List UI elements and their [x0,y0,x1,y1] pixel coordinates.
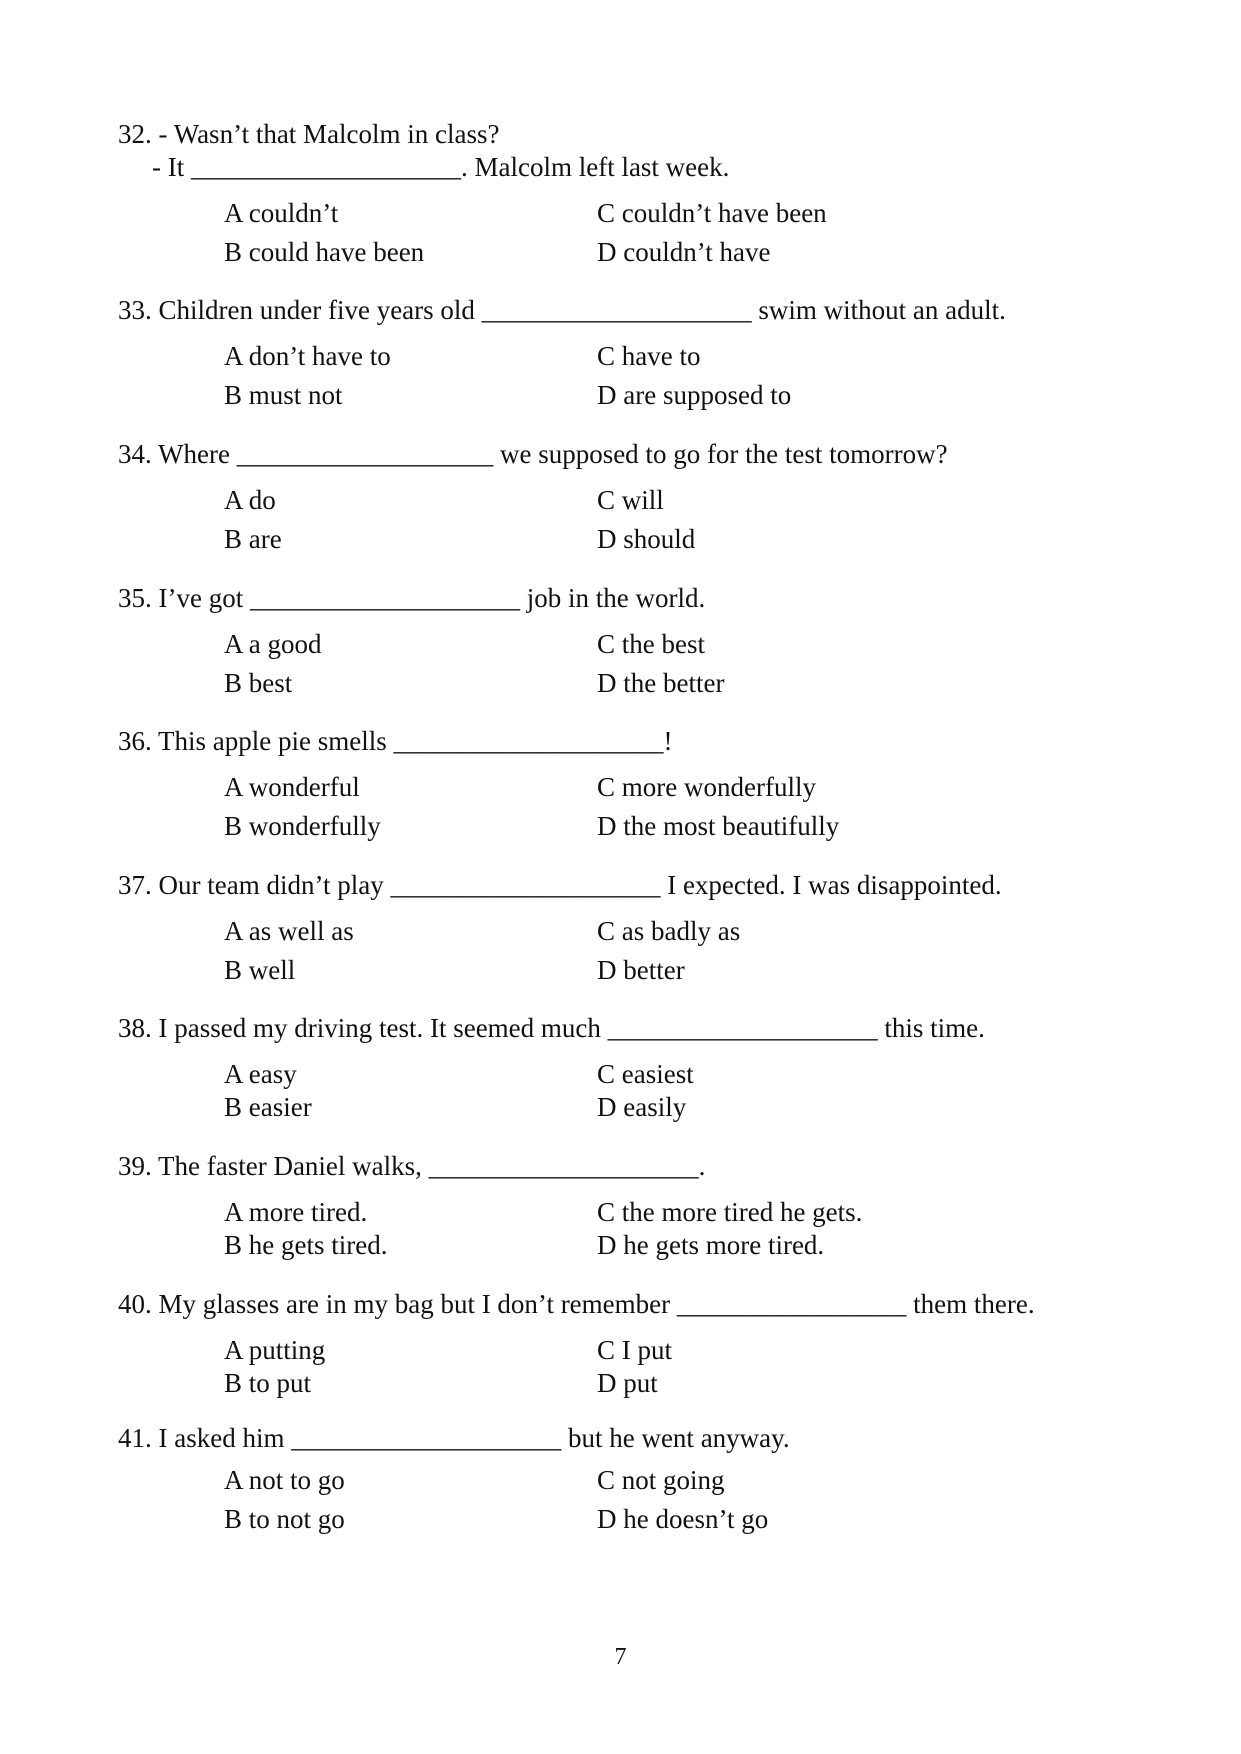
option-b: B wonderfully [224,811,381,841]
option-b: B could have been [224,237,425,267]
option-c: C will [597,485,664,515]
option-b: B best [224,668,293,698]
option-d: D should [597,524,696,554]
option-d: D the better [597,668,725,698]
option-a: A not to go [224,1465,345,1495]
question-text: 39. The faster Daniel walks, ____________________. [118,1151,706,1181]
question-text: 32. - Wasn’t that Malcolm in class? [118,119,500,149]
option-a: A easy [224,1059,297,1089]
option-d: D better [597,955,685,985]
question-text: 40. My glasses are in my bag but I don’t remember _________________ them there. [118,1289,1035,1319]
question-text: 37. Our team didn’t play ____________________ I expected. I was disappointed. [118,870,1002,900]
option-d: D couldn’t have [597,237,771,267]
option-d: D put [597,1368,658,1398]
option-b: B are [224,524,282,554]
option-c: C the more tired he gets. [597,1197,863,1227]
option-a: A wonderful [224,772,360,802]
question-text: 38. I passed my driving test. It seemed much ____________________ this time. [118,1013,985,1043]
option-c: C have to [597,341,701,371]
option-c: C not going [597,1465,725,1495]
option-b: B easier [224,1092,312,1122]
question-text: 34. Where ___________________ we supposed to go for the test tomorrow? [118,439,948,469]
option-a: A more tired. [224,1197,368,1227]
option-d: D easily [597,1092,687,1122]
option-c: C as badly as [597,916,741,946]
option-c: C the best [597,629,705,659]
option-b: B well [224,955,296,985]
option-b: B to not go [224,1504,345,1534]
page-number: 7 [614,1644,627,1670]
option-c: C couldn’t have been [597,198,827,228]
option-d: D are supposed to [597,380,792,410]
option-b: B must not [224,380,343,410]
option-a: A as well as [224,916,354,946]
option-c: C more wonderfully [597,772,816,802]
option-d: D he doesn’t go [597,1504,769,1534]
question-text: 41. I asked him ____________________ but he went anyway. [118,1423,790,1453]
question-text: 36. This apple pie smells ____________________! [118,726,673,756]
option-d: D the most beautifully [597,811,840,841]
option-a: A do [224,485,276,515]
option-d: D he gets more tired. [597,1230,825,1260]
option-b: B he gets tired. [224,1230,388,1260]
question-text: 35. I’ve got ____________________ job in the world. [118,583,706,613]
option-a: A don’t have to [224,341,391,371]
option-a: A putting [224,1335,326,1365]
question-text: - It ____________________. Malcolm left last week. [152,152,730,182]
option-a: A a good [224,629,322,659]
option-c: C I put [597,1335,673,1365]
option-b: B to put [224,1368,312,1398]
question-text: 33. Children under five years old ____________________ swim without an adult. [118,295,1006,325]
option-a: A couldn’t [224,198,339,228]
option-c: C easiest [597,1059,694,1089]
